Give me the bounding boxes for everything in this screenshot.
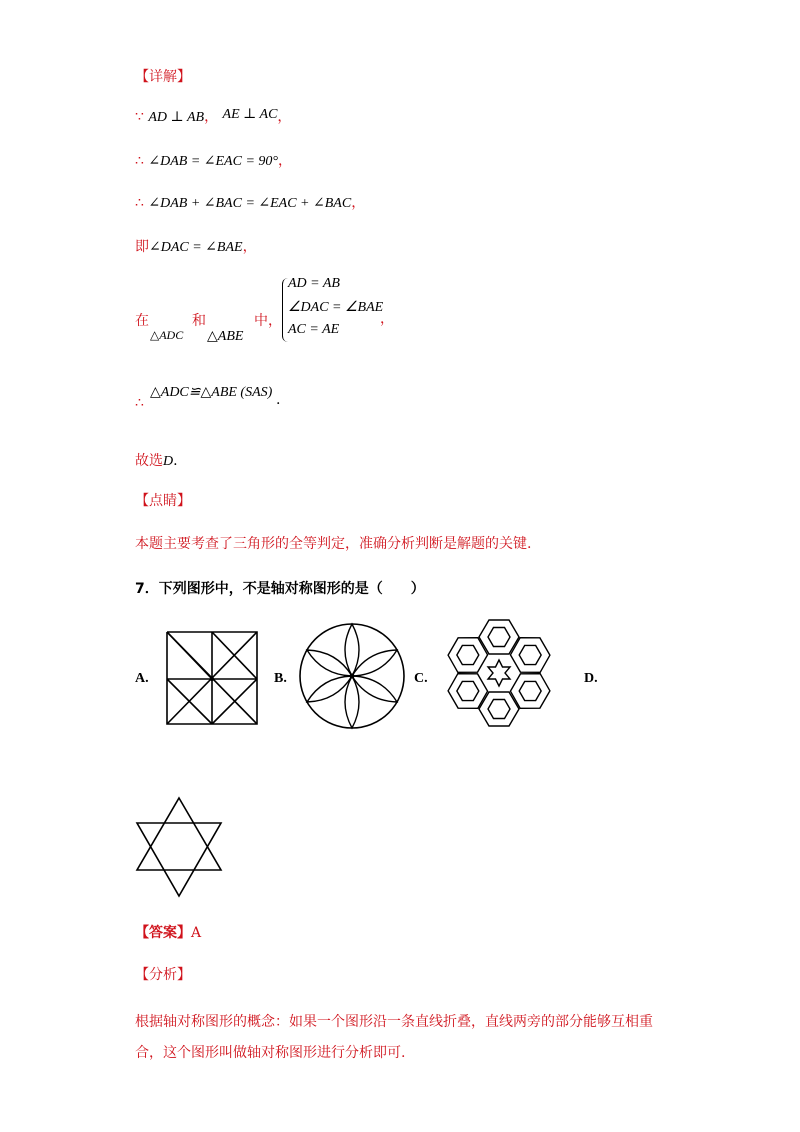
answer-value: A [191, 925, 202, 941]
triangle-adc: △ADC [150, 328, 184, 342]
question-text: 下列图形中，不是轴对称图形的是（ ） [158, 581, 425, 597]
therefore-symbol: ∴ [135, 153, 144, 169]
option-a-label: A. [135, 671, 149, 686]
line-end: ， [351, 195, 366, 211]
line-end: . [173, 453, 178, 469]
option-b-label: B. [274, 671, 287, 686]
angle-equation-3: ∠DAC = ∠BAE [149, 240, 243, 255]
therefore-symbol: ∴ [135, 395, 144, 411]
analysis-text-1: 根据轴对称图形的概念：如果一个图形沿一条直线折叠，直线两旁的部分能够互相重 [135, 1014, 653, 1030]
line-end: ， [277, 153, 292, 169]
comment-heading: 【点睛】 [135, 493, 191, 509]
figure-c-hexagon-snowflake [440, 614, 558, 732]
system-row-1: AD = AB [288, 276, 340, 291]
system-end: ， [380, 311, 394, 327]
angle-equation-2: ∠DAB + ∠BAC = ∠EAC + ∠BAC [148, 196, 352, 211]
because-symbol: ∵ [135, 109, 144, 125]
therefore-symbol: ∴ [135, 195, 144, 211]
perp-statement-2: AE ⊥ AC [222, 107, 278, 122]
proof-line-1 [135, 106, 291, 126]
word-he: 和 [192, 313, 206, 329]
question-number: 7． [135, 581, 159, 597]
perp-statement-1: AD ⊥ AB [148, 110, 205, 125]
option-d-label: D. [584, 671, 598, 686]
system-row-2: ∠DAC = ∠BAE [288, 300, 384, 315]
congruence-statement: △ADC≌△ABE (SAS) [150, 385, 273, 400]
figure-b-flower-circle [296, 620, 408, 732]
detail-heading: 【详解】 [135, 69, 191, 85]
choose-letter: D [163, 454, 174, 469]
angle-equation-1: ∠DAB = ∠EAC = 90° [148, 154, 278, 169]
option-c-label: C. [414, 671, 428, 686]
answer-choice-line [135, 450, 178, 470]
line-end: ， [242, 239, 257, 255]
triangle-abe: △ABE [207, 329, 244, 344]
namely-word: 即 [135, 239, 149, 255]
proof-line-4 [135, 236, 257, 256]
word-zai: 在 [135, 313, 149, 329]
question-7 [135, 578, 425, 598]
comment-text: 本题主要考查了三角形的全等判定，准确分析判断是解题的关键. [135, 536, 532, 552]
answer-heading: 【答案】 [135, 925, 191, 941]
answer-line [135, 922, 201, 942]
analysis-heading: 【分析】 [135, 967, 191, 983]
choose-word: 故选 [135, 453, 163, 469]
separator: ， [204, 109, 219, 125]
word-zhong: 中， [254, 313, 282, 329]
figure-a-pinwheel [162, 629, 262, 727]
proof-line-2 [135, 150, 292, 170]
system-row-3: AC = AE [288, 322, 340, 337]
figure-d-hexagram [133, 796, 225, 898]
proof-line-3 [135, 192, 365, 212]
line-end: ， [277, 109, 292, 125]
line-end: . [276, 392, 281, 408]
analysis-text-2: 合，这个图形叫做轴对称图形进行分析即可. [135, 1045, 406, 1061]
